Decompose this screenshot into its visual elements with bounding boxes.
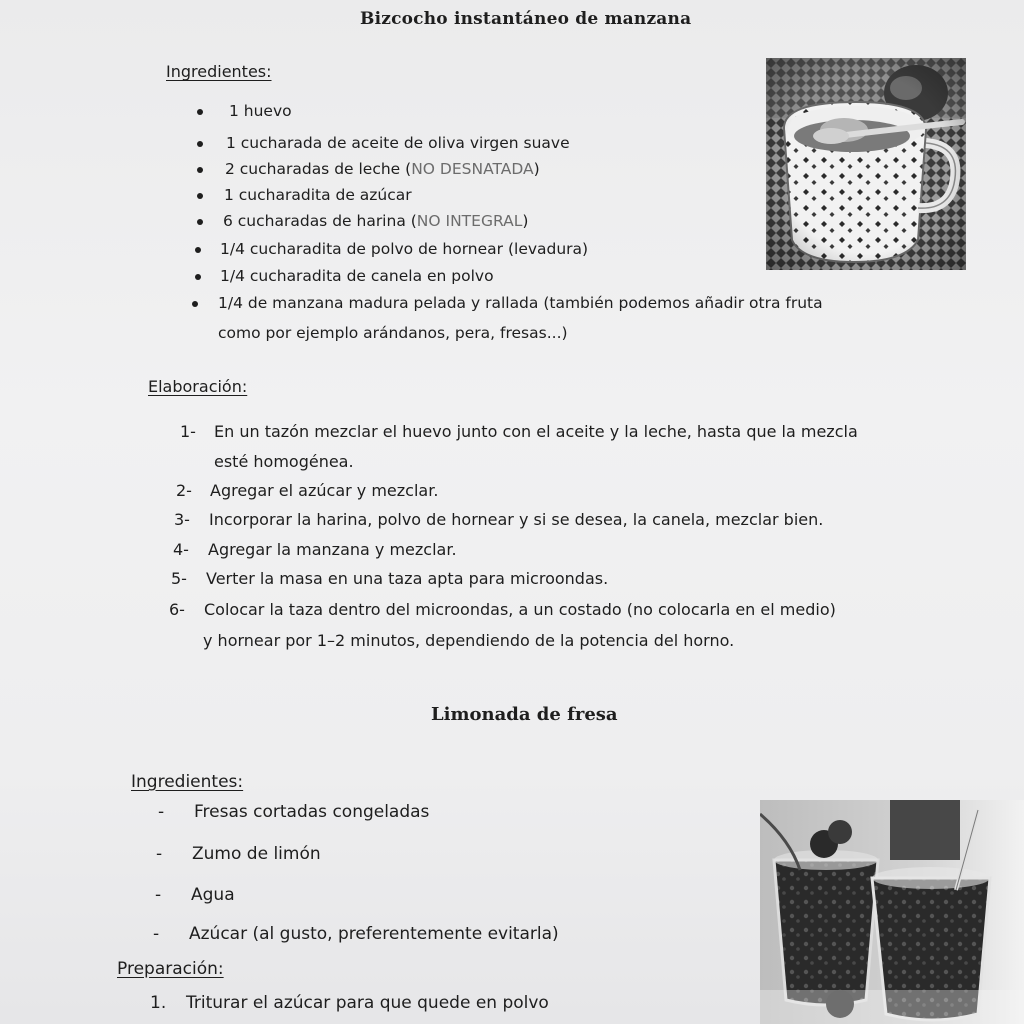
ingredient-note: NO INTEGRAL [416,212,523,230]
bullet-icon [192,301,198,307]
strawberry-lemonade-photo [760,800,1024,1024]
step-continuation: y hornear por 1–2 minutos, dependiendo de la potencia del horno. [203,631,735,650]
dash-bullet: - [158,802,165,822]
step-text: En un tazón mezclar el huevo junto con el aceite y la leche, hasta que la mezcla [214,422,858,441]
step-text: Triturar el azúcar para que quede en polvo [186,993,549,1013]
step-number: 6- [169,600,185,619]
ingredient-text: 1/4 de manzana madura pelada y rallada (también podemos añadir otra fruta [218,294,823,312]
ingredient-continuation: como por ejemplo arándanos, pera, fresas...) [218,324,568,342]
dash-bullet: - [156,844,163,864]
elaboracion-heading: Elaboración: [148,377,248,396]
bullet-icon [197,167,203,173]
step-number: 1- [180,422,196,441]
step-text: Incorporar la harina, polvo de hornear y si se desea, la canela, mezclar bien. [209,510,824,529]
step-text: Verter la masa en una taza apta para microondas. [206,569,609,588]
ingredient-text [223,212,528,230]
dash-bullet: - [155,885,162,905]
lemonade-illustration [760,800,1024,1024]
step-number: 1. [150,993,167,1013]
step-number: 2- [176,481,192,500]
preparacion-heading: Preparación: [117,959,224,979]
step-number: 5- [171,569,187,588]
bullet-icon [197,141,203,147]
bullet-icon [197,193,203,199]
ingredient-text: Zumo de limón [192,844,321,864]
ingredient-text: 1 huevo [229,102,292,120]
bullet-icon [195,247,201,253]
step-number: 3- [174,510,190,529]
recipe-title: Limonada de fresa [431,704,618,725]
step-number: 4- [173,540,189,559]
dash-bullet: - [153,924,160,944]
bullet-icon [197,109,203,115]
bullet-icon [197,219,203,225]
ingredient-main: 2 cucharadas de leche ( [225,160,412,178]
ingredient-text [225,160,540,178]
mug-cake-illustration [766,58,966,270]
ingredients-heading: Ingredientes: [166,62,272,81]
ingredient-text: Agua [191,885,235,905]
step-text: Agregar el azúcar y mezclar. [210,481,439,500]
ingredient-text: Fresas cortadas congeladas [194,802,430,822]
ingredient-text: 1/4 cucharadita de polvo de hornear (levadura) [220,240,589,258]
ingredient-text: 1 cucharadita de azúcar [224,186,412,204]
step-text: Colocar la taza dentro del microondas, a un costado (no colocarla en el medio) [204,600,836,619]
ingredient-main: 6 cucharadas de harina ( [223,212,417,230]
mug-cake-photo [766,58,966,270]
ingredient-text: 1/4 cucharadita de canela en polvo [220,267,494,285]
step-continuation: esté homogénea. [214,452,354,471]
bullet-icon [195,274,201,280]
ingredient-note: NO DESNATADA [411,160,534,178]
ingredient-text: 1 cucharada de aceite de oliva virgen suave [226,134,570,152]
ingredient-tail: ) [533,160,540,178]
step-text: Agregar la manzana y mezclar. [208,540,457,559]
recipe-title: Bizcocho instantáneo de manzana [360,9,692,29]
ingredients-heading: Ingredientes: [131,772,244,792]
ingredient-text: Azúcar (al gusto, preferentemente evitarla) [189,924,559,944]
ingredient-tail: ) [522,212,529,230]
